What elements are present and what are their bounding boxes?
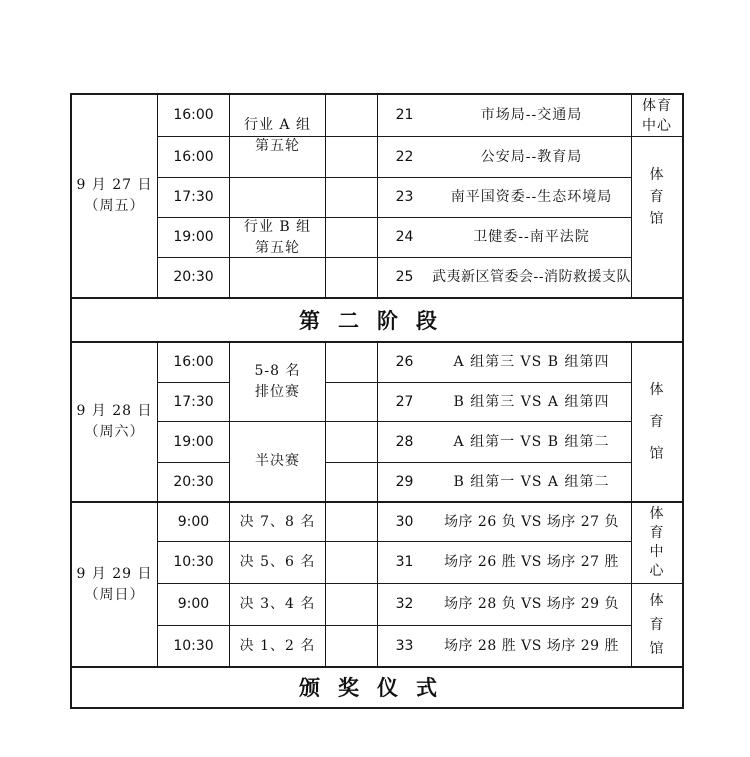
matchup-cell: B 组第三 VS A 组第四 (453, 393, 610, 410)
matchup-cell: 场序 26 负 VS 场序 27 负 (443, 513, 620, 530)
time-cell: 16:00 (173, 148, 214, 165)
match-number: 23 (395, 189, 414, 205)
match-number: 24 (395, 229, 414, 245)
venue-text: 馆 (649, 446, 665, 462)
venue-cell (632, 584, 682, 666)
group-name: 行业 B 组 (243, 218, 312, 235)
round-cell: 决 1、2 名 (239, 637, 316, 654)
match-number: 32 (395, 596, 414, 612)
time-cell: 16:00 (173, 354, 214, 370)
group-name: 5-8 名 (254, 363, 301, 379)
venue-cell (632, 95, 682, 136)
date-cell-sep28 (72, 343, 157, 501)
awards-ceremony-banner: 颁奖仪式 (299, 675, 455, 700)
matchup-cell: B 组第一 VS A 组第二 (453, 473, 610, 490)
weekday-label: （周六） (84, 424, 145, 440)
date-label: 9 月 28 日 (76, 403, 153, 419)
time-cell: 9:00 (177, 596, 210, 612)
time-cell: 20:30 (173, 269, 214, 285)
match-number: 21 (395, 107, 414, 123)
match-number: 29 (395, 473, 414, 490)
match-number: 25 (395, 269, 414, 285)
time-cell: 17:30 (173, 393, 214, 410)
time-cell: 9:00 (177, 513, 210, 530)
venue-text: 体 (649, 167, 665, 183)
schedule-table (70, 93, 684, 709)
venue-text: 体 (649, 506, 665, 522)
match-number: 30 (395, 513, 414, 530)
group-cell (230, 178, 325, 297)
date-label: 9 月 29 日 (76, 565, 153, 582)
venue-text: 体 (649, 593, 665, 609)
round-cell: 决 3、4 名 (239, 596, 316, 612)
time-cell: 10:30 (173, 554, 214, 570)
match-number: 27 (395, 393, 414, 410)
venue-text: 馆 (649, 211, 665, 227)
group-round: 第五轮 (255, 138, 300, 154)
group-round: 第五轮 (255, 239, 300, 256)
venue-text: 育 (649, 414, 665, 430)
matchup-cell: 场序 28 负 VS 场序 29 负 (443, 596, 620, 612)
date-cell-sep29 (72, 503, 157, 666)
group-cell: 半决赛 (255, 453, 300, 469)
matchup-cell: 场序 28 胜 VS 场序 29 胜 (443, 637, 620, 654)
date-cell-sep27 (72, 95, 157, 297)
time-cell: 20:30 (173, 473, 214, 490)
group-name: 行业 A 组 (243, 117, 311, 133)
match-number: 26 (395, 354, 414, 370)
group-cell (230, 343, 325, 421)
match-number: 22 (395, 148, 414, 165)
matchup-cell: A 组第一 VS B 组第二 (453, 433, 610, 450)
match-number: 31 (395, 554, 414, 570)
weekday-label: （周五） (84, 198, 145, 214)
matchup-cell: 公安局--教育局 (480, 148, 583, 165)
matchup-cell: 市场局--交通局 (480, 107, 583, 123)
venue-cell (632, 503, 682, 583)
matchup-cell: 南平国资委--生态环境局 (450, 189, 613, 205)
time-cell: 19:00 (173, 433, 214, 450)
match-number: 33 (395, 637, 414, 654)
round-cell: 决 7、8 名 (239, 513, 316, 530)
venue-text: 体育 (642, 97, 672, 114)
venue-text: 中 (649, 544, 665, 560)
time-cell: 16:00 (173, 107, 214, 123)
time-cell: 17:30 (173, 189, 214, 205)
matchup-cell: 卫健委--南平法院 (473, 229, 590, 245)
venue-text: 心 (649, 563, 665, 579)
venue-text: 中心 (642, 117, 672, 134)
weekday-label: （周日） (84, 586, 145, 603)
venue-text: 育 (649, 525, 665, 541)
venue-text: 育 (649, 617, 665, 633)
venue-text: 育 (649, 189, 665, 205)
matchup-cell: 武夷新区管委会--消防救援支队 (432, 269, 631, 285)
group-round: 排位赛 (255, 384, 300, 400)
match-number: 28 (395, 433, 414, 450)
time-cell: 10:30 (173, 637, 214, 654)
stage-two-banner: 第二阶段 (299, 307, 455, 333)
venue-text: 馆 (649, 641, 665, 657)
matchup-cell: 场序 26 胜 VS 场序 27 胜 (443, 554, 620, 570)
venue-text: 体 (649, 382, 665, 398)
group-cell (230, 95, 325, 177)
date-label: 9 月 27 日 (76, 177, 153, 193)
matchup-cell: A 组第三 VS B 组第四 (453, 354, 610, 370)
venue-cell (632, 343, 682, 501)
round-cell: 决 5、6 名 (239, 554, 316, 570)
venue-cell (632, 137, 682, 257)
time-cell: 19:00 (173, 229, 214, 245)
